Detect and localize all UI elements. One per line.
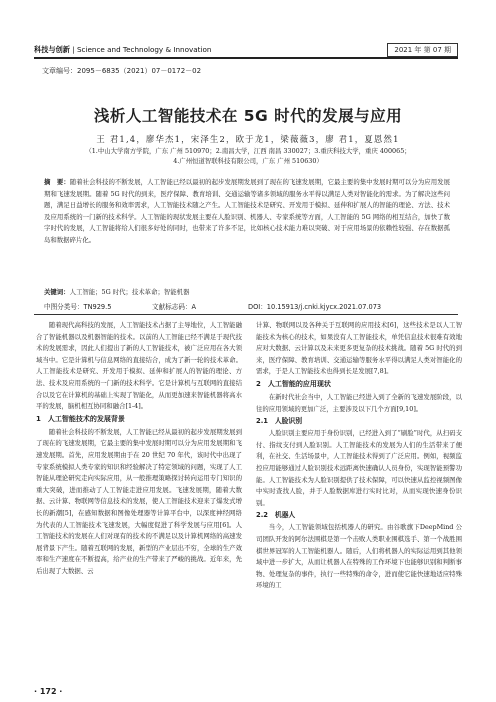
- paragraph: 随着现代高科技的发展，人工智能技术占据了主导地位，人工智能融合了智能机器以及机器智能的技术。以前的人工智能已经不满足于现代技术的发展需求，因此人们提出了新的人工智能技术，被广泛应用在各大领域当中。它是计算机与信息网络的直接结合，成为了新一轮的技术革命。人工智能技术是研究、开发用于模拟、延伸和扩展人的智能的理论、方法、技术及应用系统的一门新的技术科学。它是计算机与互联网的直接结合以及它在计算机的基础上实现了智能化，从而更加速来智能机器将高水平的发展，脑机相互协同和融合[1-4]。: [36, 321, 242, 411]
- journal-separator: |: [72, 45, 75, 54]
- affiliation-line: （1.中山大学南方学院，广东 广州 510970；2.南昌大学，江西 南昌 330027；3.重庆科技大学，重庆 400065；: [85, 147, 411, 155]
- keywords: [44, 287, 450, 296]
- subsection-heading: 2.2 机器人: [256, 511, 296, 520]
- journal-header: [34, 45, 211, 55]
- header-divider: [34, 57, 458, 59]
- subsection-heading: 2.1 人脸识别: [256, 417, 303, 426]
- doi: DOI：10.15913/j.cnki.kjycx.2021.07.073: [248, 303, 382, 311]
- journal-name-cn: 科技与创新: [34, 45, 70, 54]
- section-heading: 2 人工智能的应用现状: [256, 379, 331, 388]
- affiliations: [60, 147, 436, 166]
- abstract-label: 摘 要：: [44, 178, 70, 186]
- abstract: [44, 177, 450, 247]
- clc-number: 中图分类号：TN929.5: [44, 303, 112, 311]
- keywords-label: 关键词：: [44, 288, 70, 296]
- keywords-text: 人工智能；5G 时代；技术革命；智能机器: [69, 288, 190, 296]
- meta-divider: [34, 314, 458, 315]
- paragraph: 在新时代社会当中，人工智能已经进入到了全新的飞速发展阶段，以往的应用领域的更加广泛，主要涉及以下几个方面[9,10]。: [256, 392, 462, 413]
- page-number: · 172 ·: [34, 687, 63, 696]
- journal-name-en: Science and Technology & Innovation: [76, 45, 212, 54]
- paragraph: 随着社会科技的不断发展，人工智能已经从最初的起步发展期发展到了现在的飞速发展期，它最主要的集中发展时期可以分为应用发展期和飞速发展期。首先，应用发展期由于在 20 世纪 70 年代，该时代中出现了专家系统模拟人类专家的知识和经验解决了特定领域的问题，实现了人工智能从理论研究走向实际应用，从一般推理策略探讨转向运用专门知识的重大突破，进而推动了人工智能走进应用发展。飞速发展期，随着大数据、云计算、物联网等信息技术的发展，使人工智能技术迎来了爆发式增长的新潮[5]，在感知数据和图像处理器等计算平台中，以深度神经网络为代表的人工智能技术飞速发展，大幅度促进了科学发展与应用[6]。人工智能技术的发展在人们对现有的技术的不满足以及计算机网络的高速发展背景下产生。随着互联网的发展，新型的产业层出不穷，全球的生产效率和生产速度在不断提高，给产业的生产带来了严峻的挑战。近年来，先后出现了大数据、云: [36, 427, 242, 575]
- body-column-right: [256, 320, 462, 593]
- paragraph: 计算、物联网以及各种关于互联网的应用技术[6]，这些技术是以人工智能技术为核心的技术，如果没有人工智能技术，单凭信息技术很难有效地应对大数据、云计算以及未来更多更复杂的技术挑战。随着 5G 时代的到来，医疗保障、教育培训、交通运输等服务水平得以满足人类对智能化的需求，于是人工智能技术也得到长足发展[7,8]。: [256, 321, 462, 376]
- article-title: 浅析人工智能技术在 5G 时代的发展与应用: [93, 107, 403, 125]
- affiliation-line: 4.广州恒道智联科技有限公司，广东 广州 510630）: [173, 156, 323, 165]
- issue-badge: 2021 年 第 07 期: [387, 43, 458, 57]
- article-number: 文章编号：2095－6835（2021）07－0172－02: [42, 67, 202, 75]
- paragraph: 当今，人工智能领域包括机器人的研究。由谷歌旗下DeepMind 公司团队开发的阿尔法围棋是第一个击败人类职业围棋选手、第一个战胜围棋世界冠军的人工智能机器人。随后，人们将机器人的实际运用到其他领域中进一步扩大，从而让机器人在特殊的工作环境下也能够识别和判断事物、处理复杂的事件，执行一些特殊的命令，进而使它能快速地适应特殊环境的工: [256, 523, 462, 590]
- body-column-left: [36, 320, 242, 578]
- author-list: 王 君1,4，廖华杰1，宋泽生2，欧于龙1，梁薇薇3，廖 君1，夏恩然1: [96, 134, 400, 144]
- document-code: 文献标志码：A: [152, 303, 197, 311]
- paragraph: 人脸识别主要应用于身份识别，已经进入到了“刷脸”时代，从扫码支付、指纹支付到人脸识别。人工智能技术的发展为人们的生活带来了便利，在社交、生活场景中，人工智能技术得到了广泛应用。例如，视频监控应用能够通过人脸识别技术远距离快速确认人员身份，实现智能预警功能。人工智能技术为人脸识别提供了技术保障，可以快速从监控视频图像中实时查找人脸，并于人脸数据库进行实时比对，从而实现快速身份识别。: [256, 429, 462, 507]
- section-heading: 1 人工智能技术的发展背景: [36, 414, 125, 423]
- abstract-text: 随着社会科技的不断发展，人工智能已经以最初的起步发展期发展到了现在的飞速发展期，它最主要的集中发展时期可以分为应用发展期和飞速发展期。随着 5G 时代的到来，医疗保障、教育培训、交通运输等诸多领域的服务水平得以满足人类对智能化的需求。为了解决这些问题，满足日益增长的服务和效率需求，人工智能技术随之产生。人工智能技术是研究、开发用于模拟、延伸和扩展人的智能的理论、方法、技术及应用系统的一门新的技术科学。人工智能的现状发展主要在人脸识别、机器人、专家系统等方面，人工智能的 5G 网络的相互结合，加快了数字时代的发展，人工智能将给人们很多好处的同时，也带来了许多不足，比如核心技术能力难以突破、对于应用场景的依赖性较强、存在数据孤岛和数据碎片化。: [44, 178, 450, 244]
